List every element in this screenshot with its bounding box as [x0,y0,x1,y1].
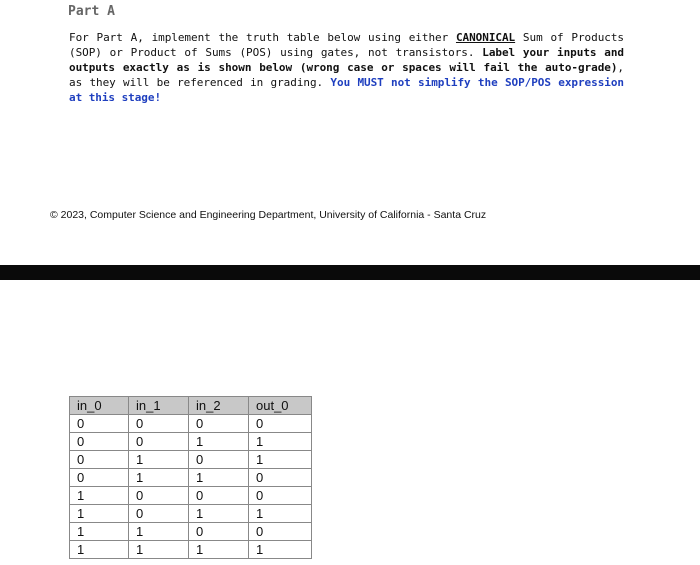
table-cell: 0 [70,433,129,451]
simplify-warning: You MUST not simplify the SOP/POS expression at this stage! [69,76,624,104]
table-cell: 1 [249,451,312,469]
table-cell: 0 [70,415,129,433]
table-cell: 0 [70,469,129,487]
instructions-paragraph [69,30,624,105]
table-cell: 1 [129,451,189,469]
table-cell: 0 [249,415,312,433]
table-cell: 1 [189,469,249,487]
table-row [70,469,312,487]
table-cell: 1 [70,523,129,541]
column-header-in-0: in_0 [70,397,129,415]
table-row [70,487,312,505]
table-cell: 0 [249,487,312,505]
table-row [70,541,312,559]
truth-table-header-row [70,397,312,415]
table-row [70,505,312,523]
table-cell: 0 [249,523,312,541]
table-cell: 0 [189,451,249,469]
table-cell: 0 [129,487,189,505]
truth-table [69,396,312,559]
table-cell: 1 [249,433,312,451]
table-cell: 0 [129,415,189,433]
table-row [70,433,312,451]
table-cell: 0 [189,523,249,541]
column-header-out-0: out_0 [249,397,312,415]
table-cell: 1 [189,505,249,523]
page-divider-bar [0,265,700,280]
table-cell: 0 [70,451,129,469]
table-cell: 0 [189,487,249,505]
table-cell: 1 [189,541,249,559]
table-cell: 0 [249,469,312,487]
table-cell: 1 [70,487,129,505]
column-header-in-2: in_2 [189,397,249,415]
table-row [70,415,312,433]
table-row [70,523,312,541]
table-cell: 1 [189,433,249,451]
instructions-text-1: For Part A, implement the truth table below using either [69,31,456,44]
canonical-emphasis: CANONICAL [455,31,516,44]
section-heading: Part A [68,4,115,19]
labeling-requirement: Label your inputs and outputs exactly as is shown below (wrong case or spaces will fail the auto-grade) [69,46,624,74]
column-header-in-1: in_1 [129,397,189,415]
table-cell: 1 [129,541,189,559]
table-row [70,451,312,469]
copyright-notice: © 2023, Computer Science and Engineering Department, University of California - Santa Cruz [50,209,487,221]
table-cell: 0 [189,415,249,433]
table-cell: 1 [129,523,189,541]
instructions-text-3: , as they will be referenced in grading. [69,61,624,89]
table-cell: 1 [70,541,129,559]
table-cell: 1 [129,469,189,487]
table-cell: 1 [70,505,129,523]
instructions-text-2: Sum of Products (SOP) or Product of Sums (POS) using gates, not transistors. [69,31,624,59]
table-cell: 1 [249,505,312,523]
table-cell: 0 [129,505,189,523]
table-cell: 0 [129,433,189,451]
table-cell: 1 [249,541,312,559]
